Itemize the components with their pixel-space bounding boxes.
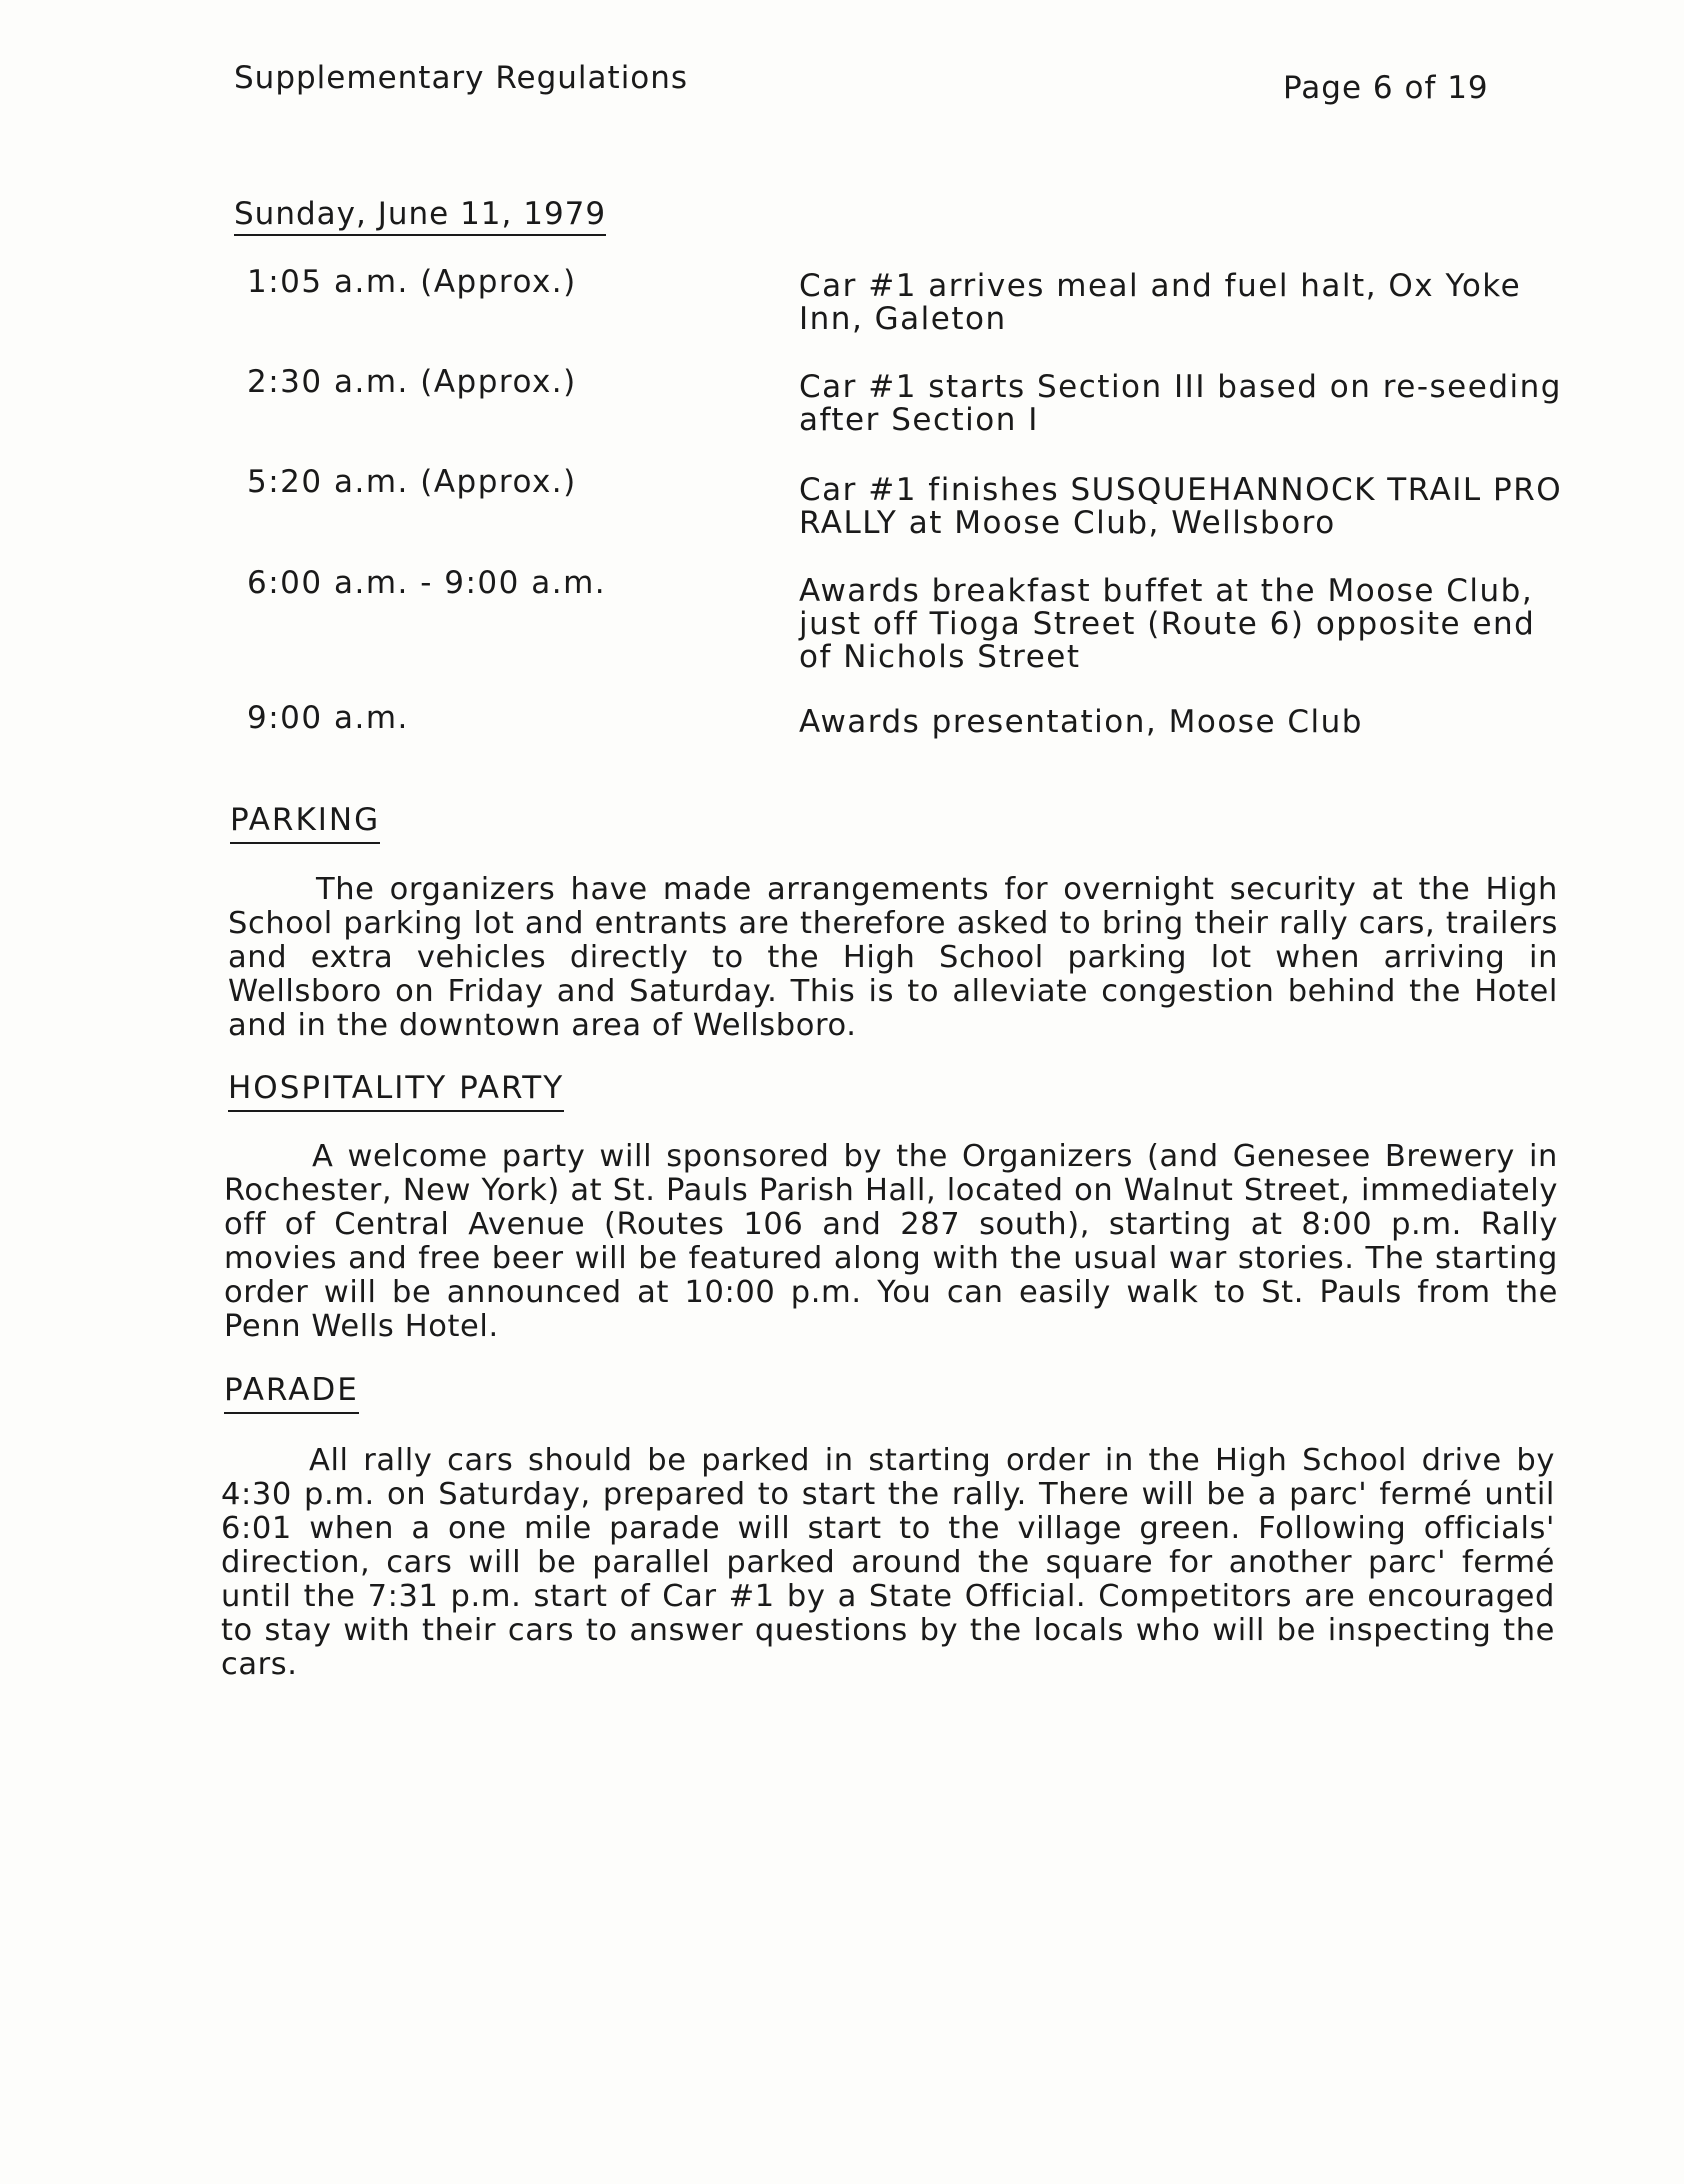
- section-heading-parking: PARKING: [230, 802, 380, 844]
- section-heading-hospitality-party: HOSPITALITY PARTY: [228, 1070, 564, 1112]
- schedule-time: 9:00 a.m.: [247, 700, 409, 736]
- schedule-time: 5:20 a.m. (Approx.): [247, 464, 577, 500]
- schedule-day-heading: Sunday, June 11, 1979: [234, 196, 606, 236]
- section-text-hospitality-party: A welcome party will sponsored by the Organizers (and Genesee Brewery in Rochester, New York) at St. Pauls Parish Hall, located on Walnut Street, immediately off of Central Avenue (Routes 106 and 287 south), starting at 8:00 p.m. Rally movies and free beer will be featured along with the usual war stories. The starting order will be announced at 10:00 p.m. You can easily walk to St. Pauls from the Penn Wells Hotel.: [224, 1139, 1558, 1344]
- page-number: Page 6 of 19: [1283, 70, 1489, 106]
- schedule-time: 6:00 a.m. - 9:00 a.m.: [247, 565, 607, 601]
- schedule-description: Car #1 finishes SUSQUEHANNOCK TRAIL PRO RALLY at Moose Club, Wellsboro: [799, 472, 1563, 541]
- schedule-description: Car #1 starts Section III based on re-seeding after Section I: [799, 369, 1562, 438]
- schedule-description: Awards breakfast buffet at the Moose Club, just off Tioga Street (Route 6) opposite end of Nichols Street: [799, 573, 1536, 675]
- section-text-parade: All rally cars should be parked in starting order in the High School drive by 4:30 p.m. on Saturday, prepared to start the rally. There will be a parc' fermé until 6:01 when a one mile parade will start to the village green. Following officials' direction, cars will be parallel parked around the square for another parc' fermé until the 7:31 p.m. start of Car #1 by a State Official. Competitors are encouraged to stay with their cars to answer questions by the locals who will be inspecting the cars.: [221, 1443, 1555, 1682]
- header-title: Supplementary Regulations: [234, 60, 689, 96]
- schedule-description: Car #1 arrives meal and fuel halt, Ox Yoke Inn, Galeton: [799, 268, 1522, 337]
- schedule-time: 1:05 a.m. (Approx.): [247, 264, 577, 300]
- section-text-parking: The organizers have made arrangements for overnight security at the High School parking lot and entrants are therefore asked to bring their rally cars, trailers and extra vehicles directly to the High School parking lot when arriving in Wellsboro on Friday and Saturday. This is to alleviate congestion behind the Hotel and in the downtown area of Wellsboro.: [228, 872, 1558, 1043]
- schedule-description: Awards presentation, Moose Club: [799, 704, 1363, 740]
- schedule-time: 2:30 a.m. (Approx.): [247, 364, 577, 400]
- section-heading-parade: PARADE: [224, 1372, 359, 1414]
